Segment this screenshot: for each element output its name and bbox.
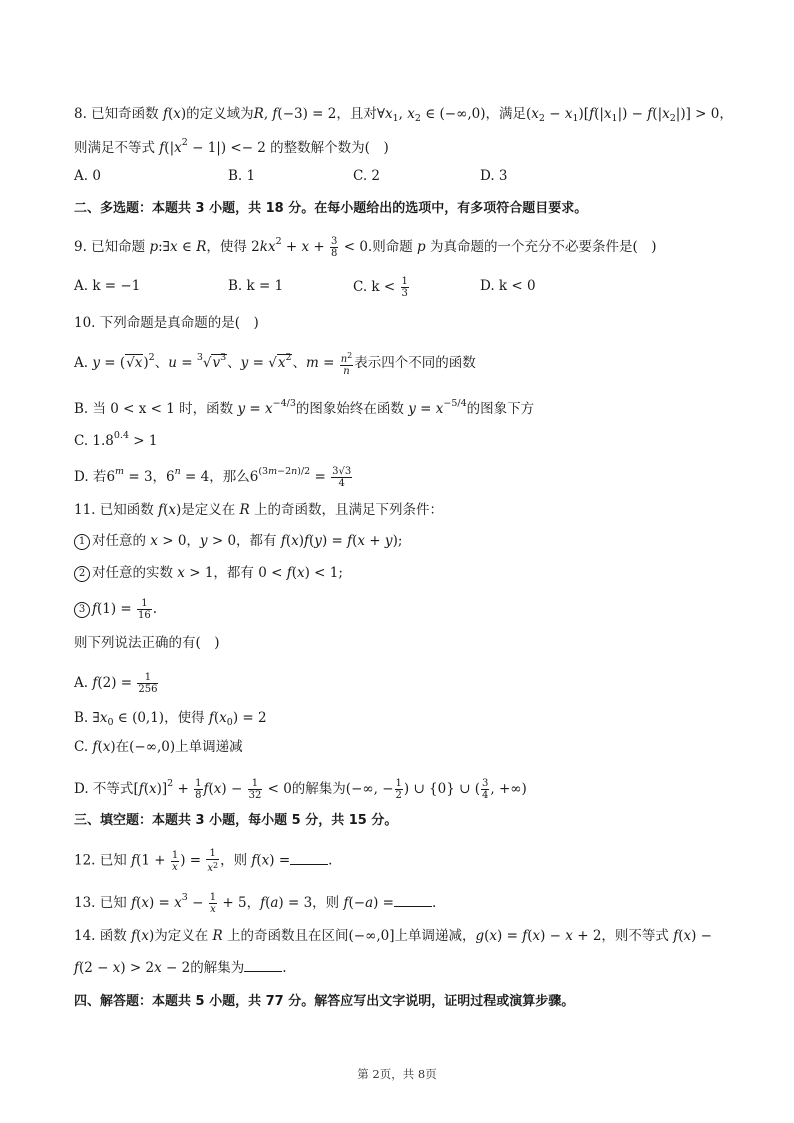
q10-option-b: B. 当 0 < x < 1 时，函数 $y = x^{-4/3}$的图象始终在函数 $y = x^{-5/4}$的图象下方 (74, 398, 535, 417)
q8-line1: 8. 已知奇函数 f(x)的定义域为R, f(−3) = 2，且对$\forall x_1$, $x_2$ ∈ (−∞,0)，满足$(x_2 - x_1)[f(|x_1|) - f(|x_2|)] > 0$， (74, 106, 733, 124)
answer-blank[interactable] (244, 959, 282, 972)
q11-condition-2: 2 对任意的实数 x > 1，都有 0 < f(x) < 1; (74, 563, 343, 583)
answer-blank[interactable] (290, 852, 328, 865)
q11-question: 则下列说法正确的有( ) (74, 635, 220, 651)
q8-option-a: A. 0 (74, 168, 101, 184)
q11-option-b: B. $\exists x_0$ ∈ (0,1)，使得 $f(x_0) = 2$ (74, 710, 267, 728)
section-2-heading: 二、多选题：本题共 3 小题，共 18 分。在每小题给出的选项中，有多项符合题目要求。 (74, 201, 588, 216)
section-4-heading: 四、解答题：本题共 5 小题，共 77 分。解答应写出文字说明，证明过程或演算步骤。 (74, 994, 575, 1009)
page-footer: 第 2页，共 8页 (357, 1067, 437, 1081)
q9-option-c: C. k < $\frac{1}{3}$ (353, 276, 408, 299)
q8-option-b: B. 1 (228, 168, 256, 184)
q11-condition-3: 3 f(1) = $\frac{1}{16}$ . (74, 598, 157, 621)
q10-option-a: A. $y = (√x)^2$、$u = ^3√v^3$、$y = √x^2$、m = $\frac{n^2}{n}$ 表示四个不同的函数 (74, 351, 476, 377)
q12: 12. 已知 f(1 + $\frac{1}{x}$ ) = $\frac{1}{x^2}$ ，则 f(x) = . (74, 848, 333, 874)
q11-condition-1: 1 对任意的 x > 0，y > 0，都有 f(x)f(y) = f(x + y); (74, 531, 402, 551)
circled-3-icon: 3 (74, 602, 90, 618)
q14-line1: 14. 函数 f(x)为定义在 R 上的奇函数且在区间(−∞,0]上单调递减，g(x) = f(x) − x + 2，则不等式 f(x) − (74, 928, 712, 944)
q8-line2: 则满足不等式 $f(|x^2 - 1|) <- 2$ 的整数解个数为( ) (74, 137, 389, 156)
q9-option-d: D. k < 0 (480, 278, 536, 294)
circled-2-icon: 2 (74, 566, 90, 582)
q9-option-b: B. k = 1 (228, 278, 284, 294)
q10-stem: 10. 下列命题是真命题的是( ) (74, 315, 259, 331)
section-3-heading: 三、填空题：本题共 3 小题，每小题 5 分，共 15 分。 (74, 813, 398, 828)
q8-option-d: D. 3 (480, 168, 508, 184)
circled-1-icon: 1 (74, 534, 90, 550)
q9-stem: 9. 已知命题 p:∃x ∈ R，使得 $2kx^2 + x$ + $\frac{3}{8}$ < 0.则命题 p 为真命题的一个充分不必要条件是( ) (74, 236, 657, 259)
answer-blank[interactable] (394, 894, 432, 907)
q14-line2: f(2 − x) > 2x − 2的解集为 . (74, 960, 287, 976)
q11-stem: 11. 已知函数 f(x)是定义在 R 上的奇函数，且满足下列条件： (74, 502, 444, 518)
q10-option-c: C. $1.8^{0.4} > 1$ (74, 430, 158, 449)
q13: 13. 已知 $f(x) = x^3$ − $\frac{1}{x}$ + 5，f(a) = 3，则 f(−a) = . (74, 892, 437, 915)
q10-option-d: D. 若$6^m = 3$，$6^n = 4$，那么$6^{(3m-2n)/2}$ = $\frac{3√3}{4}$ (74, 466, 352, 489)
q11-option-d: D. 不等式$[f(x)]^2$ + $\frac{1}{8}$ f(x) − $\frac{1}{32}$ < 0的解集为(−∞, − $\frac{1}{2}$ ) ∪ {0} ∪ ( $\frac{3}{4}$ , +∞) (74, 778, 527, 801)
q11-option-c: C. f(x)在(−∞,0)上单调递减 (74, 739, 243, 755)
q9-option-a: A. k = −1 (74, 278, 141, 294)
q8-option-c: C. 2 (353, 168, 381, 184)
q11-option-a: A. f(2) = $\frac{1}{256}$ (74, 672, 158, 695)
